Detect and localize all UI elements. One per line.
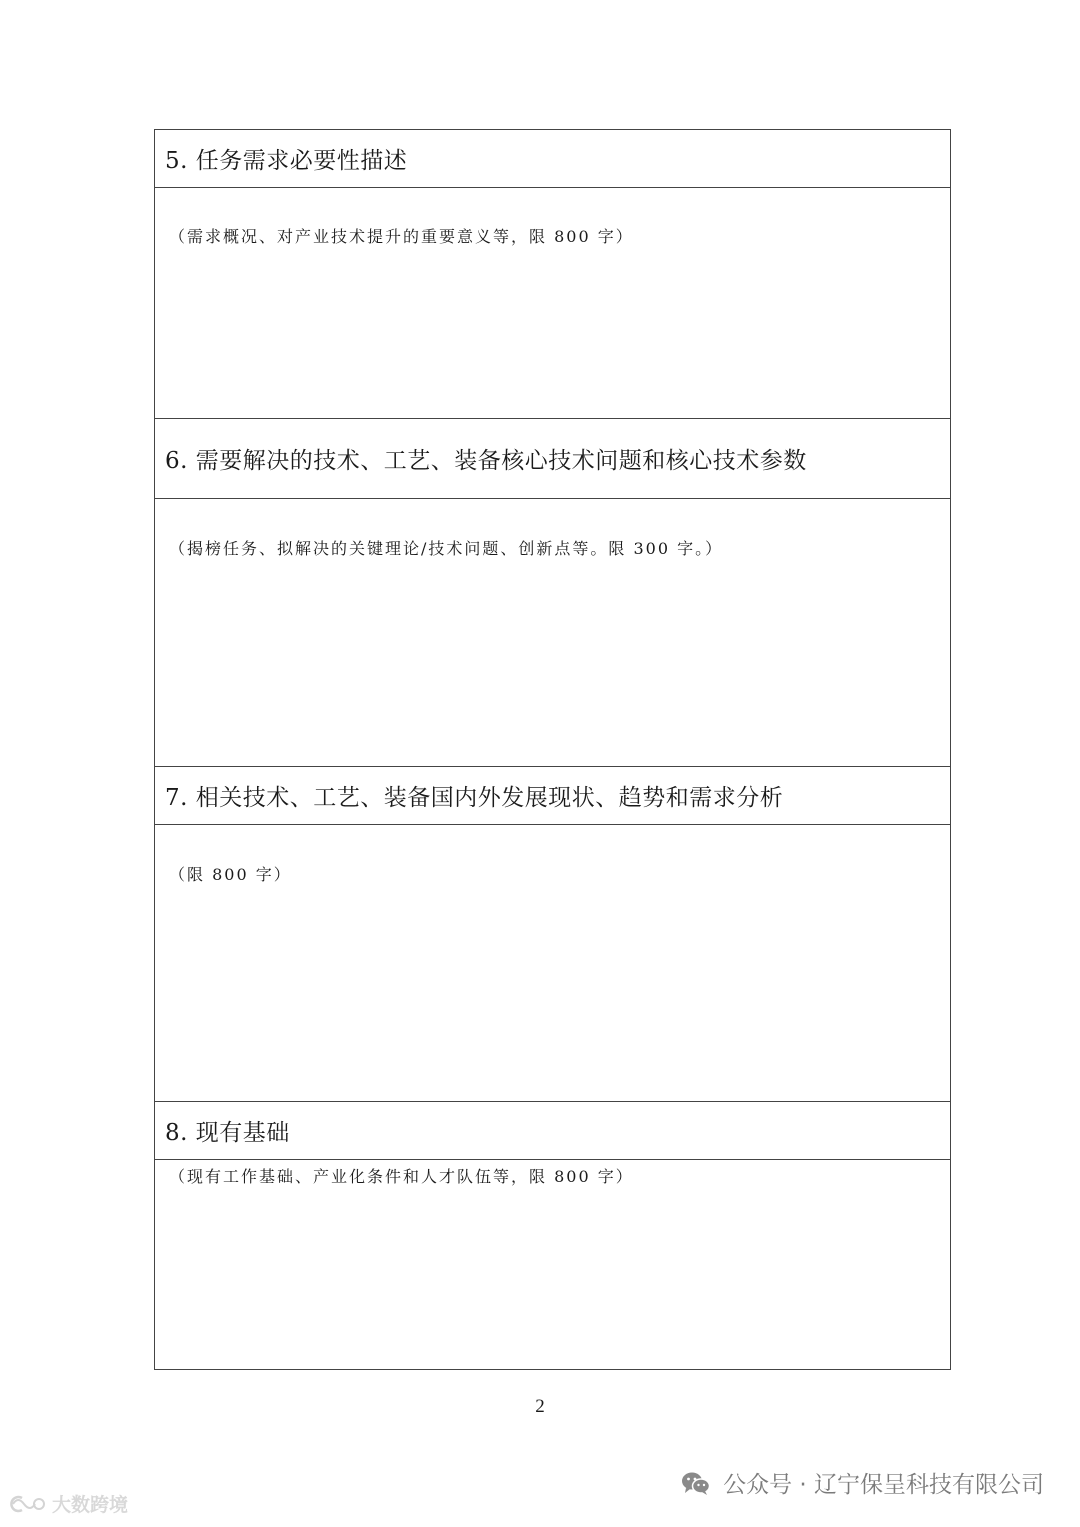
page-number: 2: [535, 1396, 545, 1417]
section-8-title: 8. 现有基础: [165, 1120, 290, 1146]
section-5-body[interactable]: [155, 188, 950, 419]
corner-watermark: [8, 1490, 128, 1517]
section-6-hint: （揭榜任务、拟解决的关键理论/技术问题、创新点等。限 300 字。）: [169, 539, 724, 558]
section-6-body[interactable]: [155, 499, 950, 767]
section-8-hint: （现有工作基础、产业化条件和人才队伍等，限 800 字）: [169, 1167, 634, 1186]
application-form-table: [154, 129, 951, 1370]
section-5-heading: [155, 130, 950, 188]
wechat-icon: [681, 1470, 711, 1496]
watermark-text: 公众号 · 辽宁保呈科技有限公司: [723, 1472, 1044, 1498]
section-6-title: 6. 需要解决的技术、工艺、装备核心技术问题和核心技术参数: [165, 448, 807, 474]
corner-watermark-text: 大数跨境: [52, 1494, 129, 1516]
section-7-heading: [155, 767, 950, 825]
section-7-hint: （限 800 字）: [169, 865, 292, 884]
brand-logo-icon: [8, 1493, 48, 1515]
section-5-title: 5. 任务需求必要性描述: [165, 148, 408, 174]
section-7-title: 7. 相关技术、工艺、装备国内外发展现状、趋势和需求分析: [165, 785, 784, 811]
section-7-body[interactable]: [155, 825, 950, 1102]
section-8-body[interactable]: [155, 1160, 950, 1369]
wechat-watermark: [681, 1466, 1044, 1499]
section-8-heading: [155, 1102, 950, 1160]
section-6-heading: [155, 419, 950, 499]
section-5-hint: （需求概况、对产业技术提升的重要意义等，限 800 字）: [169, 227, 634, 246]
